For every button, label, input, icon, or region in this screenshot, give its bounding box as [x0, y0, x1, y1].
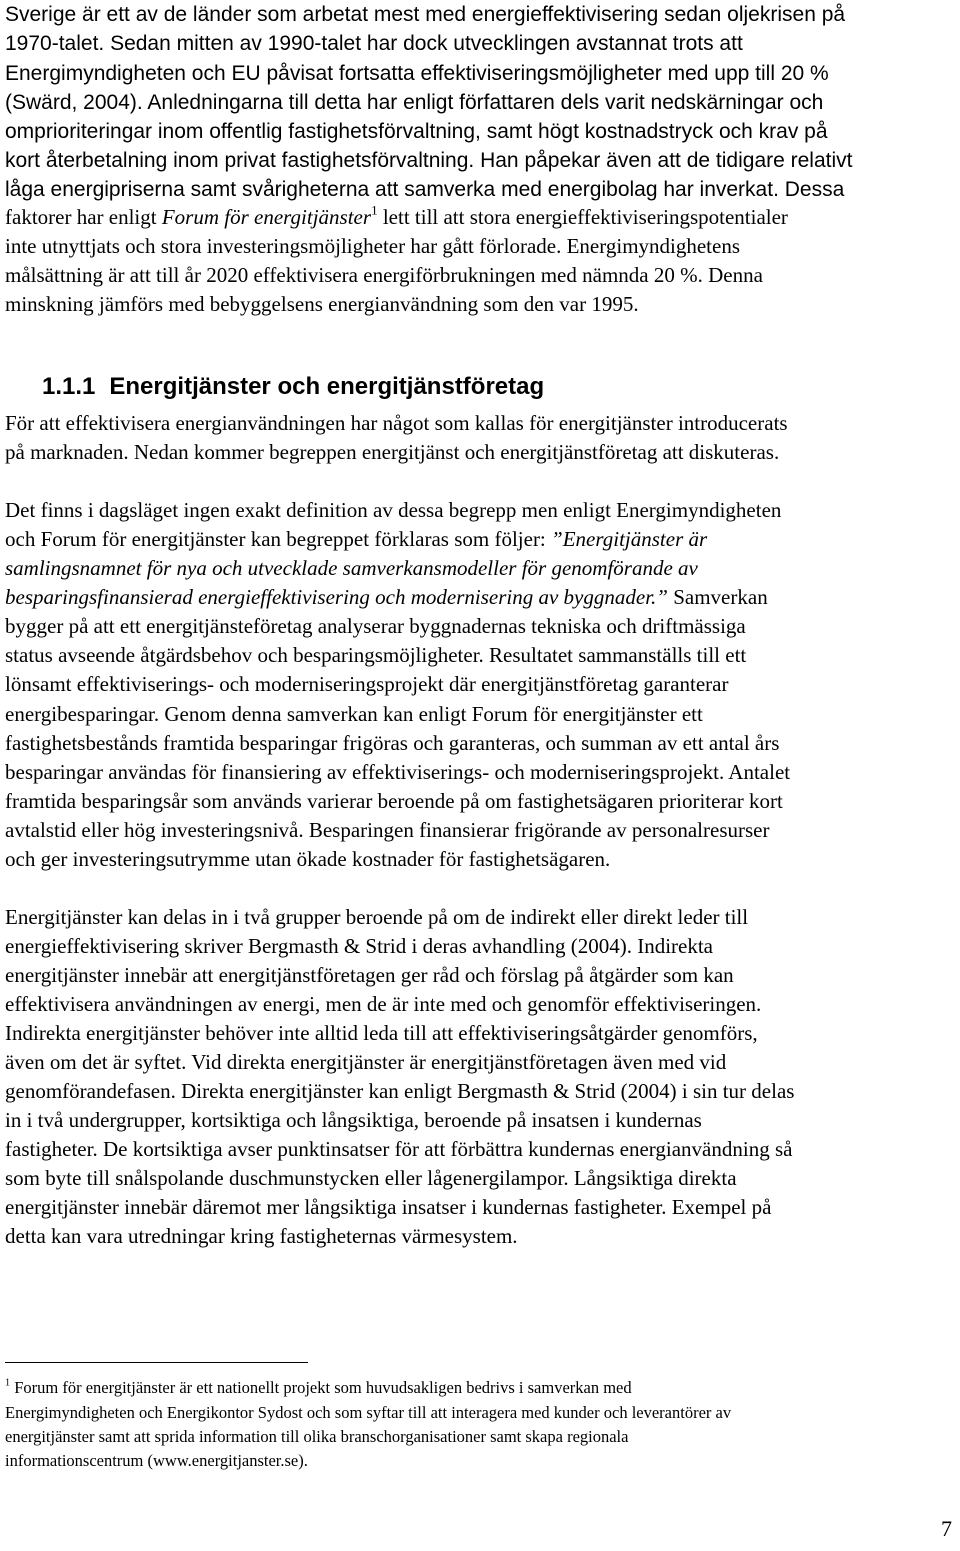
text-line: Energimyndigheten och EU påvisat fortsatta effektiviseringsmöjligheter med upp till 20 %	[5, 62, 829, 85]
text-line: fastigheter. De kortsiktiga avser punktinsatser för att förbättra kundernas energianvändning så	[5, 1137, 793, 1161]
text-line: låga energipriserna samt svårigheterna att samverka med energibolag har inverkat. Dessa	[5, 178, 845, 201]
text-line: För att effektivisera energianvändningen har något som kallas för energitjänster introducerats	[5, 411, 788, 435]
text-line: inte utnyttjats och stora investeringsmöjligheter har gått förlorade. Energimyndighetens	[5, 234, 741, 258]
footnote-line: informationscentrum (www.energitjanster.se).	[5, 1451, 308, 1470]
text-line: bygger på att ett energitjänsteföretag analyserar byggnadernas tekniska och driftmässiga	[5, 614, 746, 638]
text-run: Forum för energitjänster är ett nationellt projekt som huvudsakligen bedrivs i samverkan med	[10, 1378, 632, 1397]
text-line: (Swärd, 2004). Anledningarna till detta har enligt författaren dels varit nedskärningar och	[5, 91, 824, 114]
text-line: energitjänster innebär däremot mer långsiktiga insatser i kundernas fastigheter. Exempel på	[5, 1195, 772, 1219]
text-line: detta kan vara utredningar kring fastigheternas värmesystem.	[5, 1224, 518, 1248]
text-line: minskning jämförs med bebyggelsens energianvändning som den var 1995.	[5, 292, 639, 316]
text-line: på marknaden. Nedan kommer begreppen energitjänst och energitjänstföretag att diskuteras.	[5, 440, 780, 464]
text-line: och ger investeringsutrymme utan ökade kostnader för fastighetsägaren.	[5, 847, 611, 871]
section-title: Energitjänster och energitjänstföretag	[109, 373, 545, 400]
page-number: 7	[941, 1516, 952, 1541]
italic-quote: besparingsfinansierad energieffektivisering och modernisering av byggnader.”	[5, 585, 668, 609]
footnote-separator	[5, 1362, 308, 1363]
italic-term: Forum för energitjänster	[161, 205, 372, 229]
footnote-marker: 1	[5, 1377, 11, 1389]
text-line: målsättning är att till år 2020 effektivisera energiförbrukningen med nämnda 20 %. Denna	[5, 263, 763, 287]
footnote-line: energitjänster samt att sprida information till olika branschorganisationer samt skapa regionala	[5, 1427, 629, 1446]
text-line	[5, 583, 768, 612]
italic-quote: ”Energitjänster är	[551, 527, 708, 551]
text-line: 1970-talet. Sedan mitten av 1990-talet har dock utvecklingen avstannat trots att	[5, 32, 743, 55]
text-line	[5, 203, 788, 232]
text-line: in i två undergrupper, kortsiktiga och långsiktiga, beroende på insatsen i kundernas	[5, 1108, 702, 1132]
text-line: Indirekta energitjänster behöver inte alltid leda till att effektiviseringsåtgärder genomförs,	[5, 1021, 758, 1045]
section-number: 1.1.1	[42, 373, 96, 400]
text-line: omprioriteringar inom offentlig fastighetsförvaltning, samt högt kostnadstryck och krav på	[5, 120, 828, 143]
text-line: som byte till snålspolande duschmunstycken eller lågenergilampor. Långsiktiga direkta	[5, 1166, 737, 1190]
footnote-line	[5, 1376, 632, 1400]
footnote-reference[interactable]: 1	[371, 202, 378, 218]
text-run: faktorer har enligt	[5, 205, 162, 229]
text-line	[5, 525, 707, 554]
text-run: Samverkan	[667, 585, 768, 609]
text-line: effektivisera användningen av energi, men de är inte med och genomför effektiviseringen.	[5, 992, 762, 1016]
text-line: Sverige är ett av de länder som arbetat mest med energieffektivisering sedan oljekrisen på	[5, 3, 846, 26]
italic-quote: samlingsnamnet för nya och utvecklade samverkansmodeller för genomförande av	[5, 556, 698, 580]
text-run: och Forum för energitjänster kan begreppet förklaras som följer:	[5, 527, 552, 551]
text-line: energieffektivisering skriver Bergmasth & Strid i deras avhandling (2004). Indirekta	[5, 934, 713, 958]
text-line: besparingar användas för finansiering av effektiviserings- och moderniseringsprojekt. Antalet	[5, 760, 791, 784]
text-line: energibesparingar. Genom denna samverkan kan enligt Forum för energitjänster ett	[5, 702, 703, 726]
text-line: avtalstid eller hög investeringsnivå. Besparingen finansierar frigörande av personalresurser	[5, 818, 770, 842]
text-line: energitjänster innebär att energitjänstföretagen ger råd och förslag på åtgärder som kan	[5, 963, 734, 987]
text-line: Energitjänster kan delas in i två grupper beroende på om de indirekt eller direkt leder till	[5, 905, 749, 929]
text-line: lönsamt effektiviserings- och moderniseringsprojekt där energitjänstföretag garanterar	[5, 672, 729, 696]
text-run: lett till att stora energieffektiviseringspotentialer	[377, 205, 788, 229]
section-heading	[42, 372, 544, 402]
text-line	[5, 554, 698, 583]
text-line: status avseende åtgärdsbehov och besparingsmöjligheter. Resultatet sammanställs till ett	[5, 643, 747, 667]
text-line: Det finns i dagsläget ingen exakt definition av dessa begrepp men enligt Energimyndigheten	[5, 498, 782, 522]
text-line: genomförandefasen. Direkta energitjänster kan enligt Bergmasth & Strid (2004) i sin tur delas	[5, 1079, 795, 1103]
text-line: även om det är syftet. Vid direkta energitjänster är energitjänstföretagen även med vid	[5, 1050, 727, 1074]
text-line: fastighetsbestånds framtida besparingar frigöras och garanteras, och summan av ett antal års	[5, 731, 780, 755]
footnote-line: Energimyndigheten och Energikontor Sydost och som syftar till att interagera med kunder och leverantörer av	[5, 1403, 732, 1422]
text-line: kort återbetalning inom privat fastighetsförvaltning. Han påpekar även att de tidigare relativt	[5, 149, 853, 172]
text-line: framtida besparingsår som används varierar beroende på om fastighetsägaren prioriterar kort	[5, 789, 783, 813]
